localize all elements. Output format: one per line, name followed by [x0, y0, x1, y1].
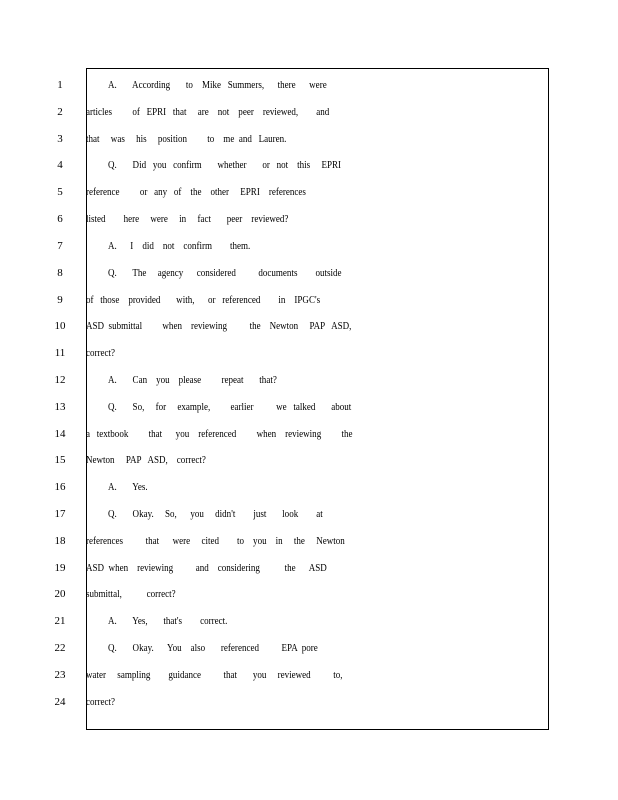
- transcript-line: reference or any of the other EPRI references: [86, 186, 306, 198]
- line-number: 19: [54, 562, 66, 574]
- line-number: 3: [57, 133, 63, 145]
- line-number: 16: [54, 481, 66, 493]
- line-number: 9: [57, 294, 63, 306]
- transcript-line: Q. Did you confirm whether or not this EPRI: [108, 159, 342, 171]
- transcript-line: of those provided with, or referenced in IPGC's: [86, 294, 321, 306]
- transcript-line: a textbook that you referenced when reviewing the: [86, 428, 353, 440]
- transcript-line: Newton PAP ASD, correct?: [86, 454, 206, 466]
- line-number: 21: [54, 615, 66, 627]
- transcript-line: references that were cited to you in the Newton: [86, 535, 345, 547]
- transcript-line: Q. Okay. So, you didn't just look at: [108, 508, 323, 520]
- line-number: 20: [54, 588, 66, 600]
- transcript-line: water sampling guidance that you reviewed to,: [86, 669, 343, 681]
- line-number: 2: [57, 106, 63, 118]
- line-number: 13: [54, 401, 66, 413]
- transcript-line: correct?: [86, 696, 116, 708]
- transcript-line: ASD when reviewing and considering the ASD: [86, 562, 327, 574]
- transcript-line: that was his position to me and Lauren.: [86, 133, 287, 145]
- transcript-line: A. Yes, that's correct.: [108, 615, 228, 627]
- transcript-line: Q. So, for example, earlier we talked about: [108, 401, 352, 413]
- line-number: 18: [54, 535, 66, 547]
- line-number: 1: [57, 79, 63, 91]
- line-number: 15: [54, 454, 66, 466]
- transcript-line: A. Can you please repeat that?: [108, 374, 277, 386]
- line-number: 6: [57, 213, 63, 225]
- line-number: 8: [57, 267, 63, 279]
- transcript-line: correct?: [86, 347, 116, 359]
- line-number: 24: [54, 696, 66, 708]
- line-number: 23: [54, 669, 66, 681]
- line-number: 11: [54, 347, 66, 359]
- transcript-line: listed here were in fact peer reviewed?: [86, 213, 289, 225]
- transcript-line: A. I did not confirm them.: [108, 240, 251, 252]
- transcript-line: A. Yes.: [108, 481, 148, 493]
- transcript-line: Q. The agency considered documents outside: [108, 267, 342, 279]
- transcript-line: A. According to Mike Summers, there were: [108, 79, 327, 91]
- transcript-line: ASD submittal when reviewing the Newton PAP ASD,: [86, 320, 352, 332]
- line-number: 22: [54, 642, 66, 654]
- transcript-line: articles of EPRI that are not peer reviewed, and: [86, 106, 330, 118]
- transcript-line: submittal, correct?: [86, 588, 176, 600]
- line-number: 7: [57, 240, 63, 252]
- line-number: 14: [54, 428, 66, 440]
- transcript-line: Q. Okay. You also referenced EPA pore: [108, 642, 318, 654]
- line-number: 12: [54, 374, 66, 386]
- line-number: 17: [54, 508, 66, 520]
- line-number: 5: [57, 186, 63, 198]
- line-number: 4: [57, 159, 63, 171]
- line-number: 10: [54, 320, 66, 332]
